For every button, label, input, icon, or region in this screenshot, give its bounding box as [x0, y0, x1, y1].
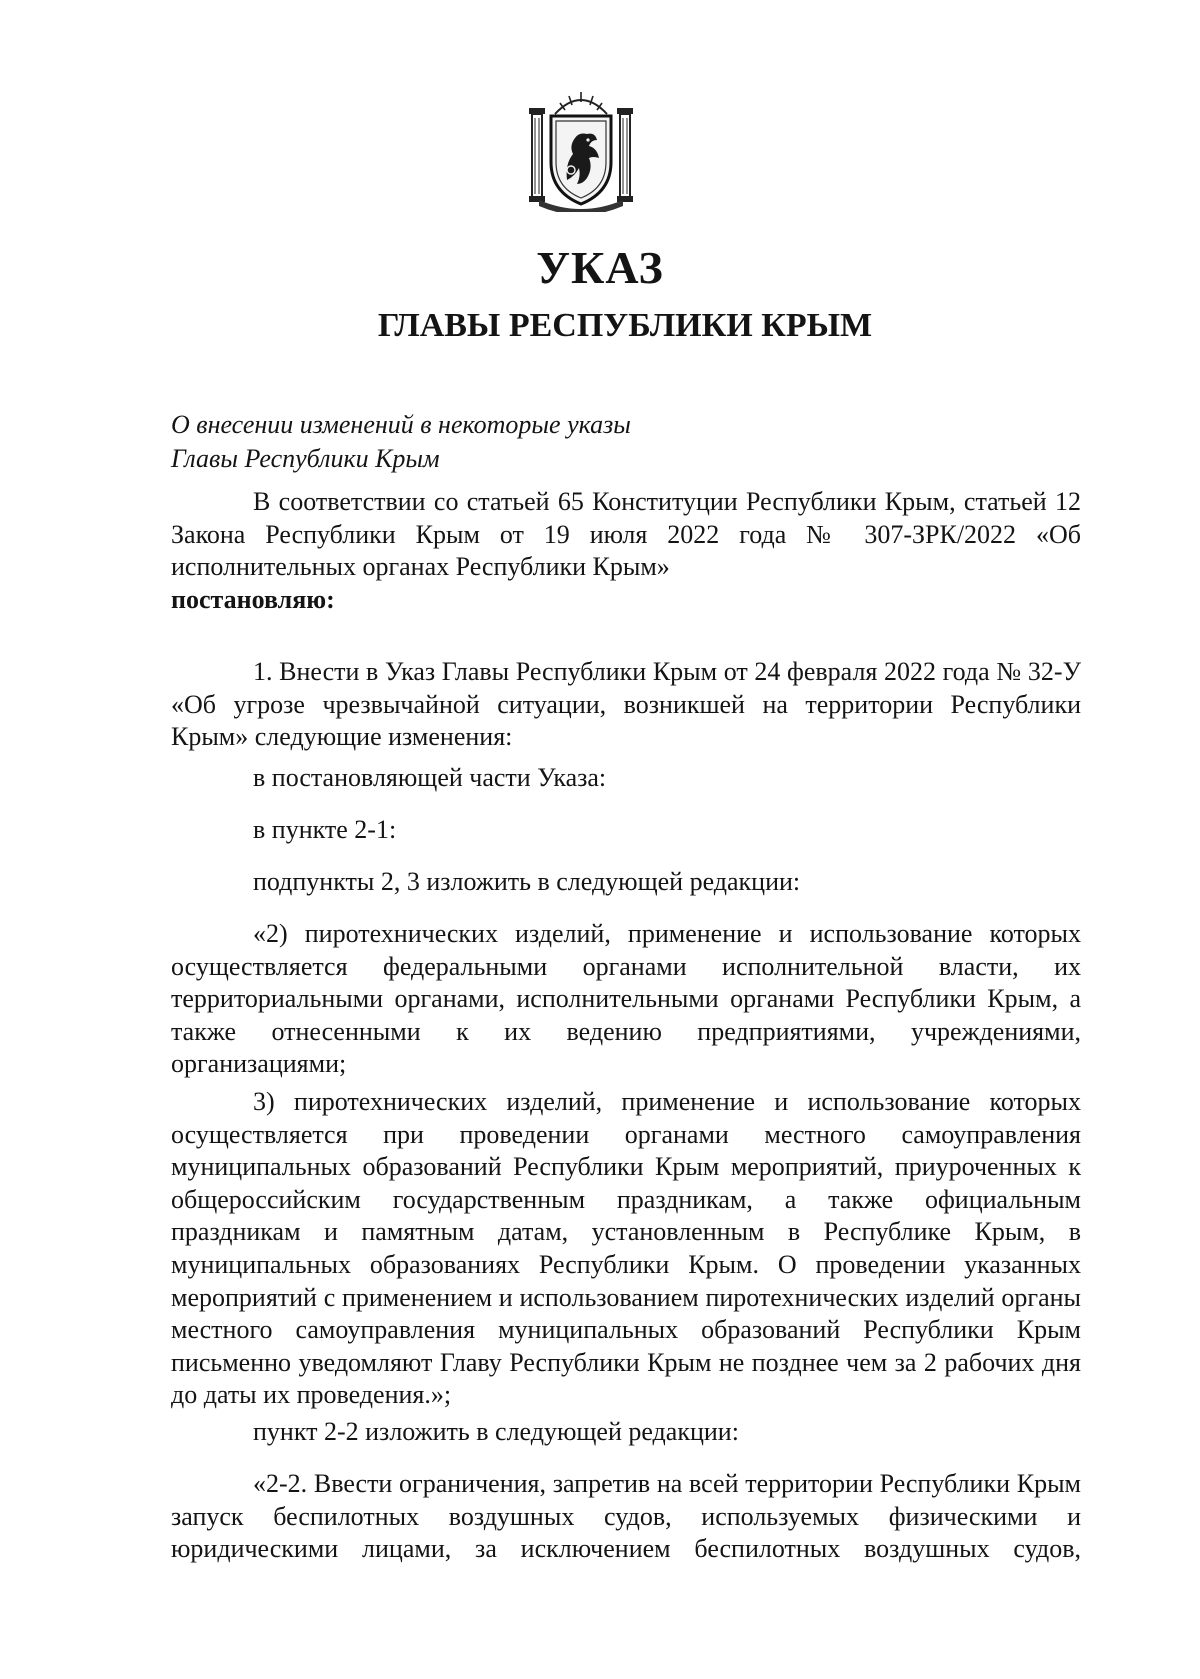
clause-2: [171, 762, 1081, 795]
clause-4-text: подпункты 2, 3 изложить в следующей редакции:: [253, 867, 801, 896]
preamble-text: В соответствии со статьей 65 Конституции Республики Крым, статьей 12 Закона Республики Крым от 19 июля 2022 года № 307-ЗРК/2022 «Об исполнительных органах Республики Крым»: [171, 487, 1081, 582]
clause-8-text: «2-2. Ввести ограничения, запретив на всей территории Республики Крым запуск беспилотных воздушных судов, используемых физическими и юридическими лицами, за исключением беспилотных воздушных судов,: [171, 1469, 1081, 1564]
clause-3-text: в пункте 2-1:: [253, 815, 397, 844]
subject-line-1: О внесении изменений в некоторые указы: [171, 410, 631, 439]
preamble: [171, 486, 1081, 616]
preamble-resolve: постановляю:: [171, 584, 335, 614]
document-subject: [171, 408, 631, 476]
document-title: УКАЗ: [536, 242, 664, 293]
clause-3: [171, 814, 1081, 847]
clause-2-text: в постановляющей части Указа:: [253, 763, 607, 792]
clause-1-text: 1. Внести в Указ Главы Республики Крым от 24 февраля 2022 года № 32-У «Об угрозе чрезвычайной ситуации, возникшей на территории Республики Крым» следующие изменения:: [171, 657, 1081, 752]
document-subtitle: ГЛАВЫ РЕСПУБЛИКИ КРЫМ: [377, 307, 873, 344]
subject-line-2: Главы Республики Крым: [171, 444, 440, 473]
subclause-2-text: «2) пиротехнических изделий, применение и использование которых осуществляется федеральными органами исполнительной власти, их территориальными органами, исполнительными органами Республики Крым, а также отнесенными к их ведению предприятиями, учреждениями, организациями;: [171, 919, 1081, 1079]
clause-4: [171, 866, 1081, 899]
subclause-2: [171, 918, 1081, 1081]
clause-1: [171, 656, 1081, 754]
subclause-3: [171, 1086, 1081, 1412]
clause-7-text: пункт 2-2 изложить в следующей редакции:: [253, 1417, 739, 1446]
clause-7: [171, 1416, 1081, 1449]
crimea-coat-of-arms-icon: [525, 88, 637, 212]
clause-8: [171, 1468, 1081, 1566]
subclause-3-text: 3) пиротехнических изделий, применение и использование которых осуществляется при проведении органами местного самоуправления муниципальных образований Республики Крым мероприятий, приуроченных к общероссийским государственным праздникам, а также официальным праздникам и памятным датам, установленным в Республике Крым, в муниципальных образованиях Республики Крым. О проведении указанных мероприятий с применением и использованием пиротехнических изделий органы местного самоуправления муниципальных образований Республики Крым письменно уведомляют Главу Республики Крым не позднее чем за 2 рабочих дня до даты их проведения.»;: [171, 1087, 1081, 1410]
